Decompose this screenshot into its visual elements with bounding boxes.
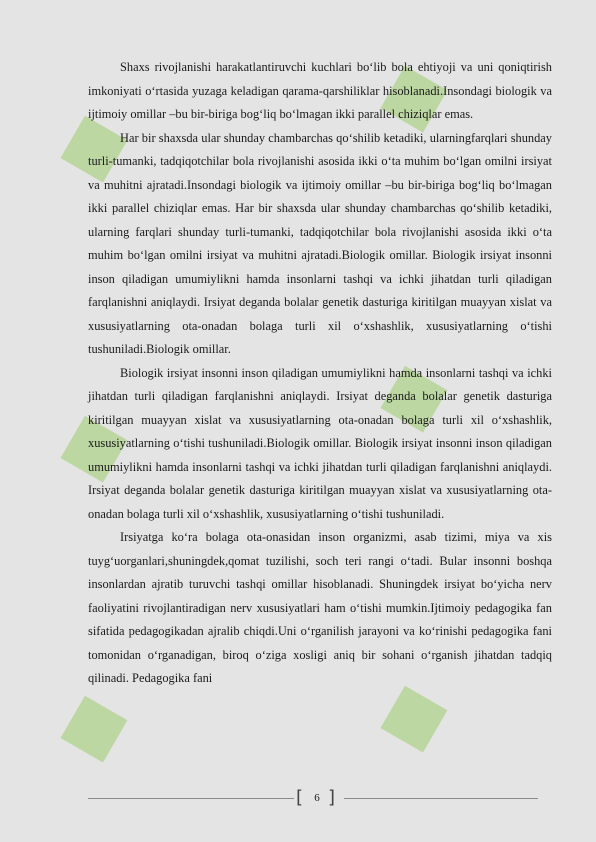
bracket-right-icon: ] bbox=[328, 787, 336, 808]
paragraph: Biologik irsiyat insonni inson qiladigan umumiylikni hamda insonlarni tashqi va ichki jihatdan turli qiladigan farqlanishni aniqlaydi. Irsiyat deganda bolalar genetik dasturiga kiritilgan muayyan xislat va xususiyatlarning ota-onadan bolaga turli xil o‘xshashlik, xususiyatlarning o‘tishi tushuniladi.Biologik omillar. Biologik irsiyat insonni inson qiladigan umumiylikni hamda insonlarni tashqi va ichki jihatdan turli qiladigan farqlanishni aniqlaydi. Irsiyat deganda bolalar genetik dasturiga kiritilgan muayyan xislat va xususiyatlarning ota-onadan bolaga turli xil o‘xshashlik, xususiyatlarning o‘tishi tushuniladi. bbox=[88, 365, 552, 521]
footer-rule-left bbox=[88, 798, 294, 799]
watermark: ■ bbox=[363, 352, 458, 442]
footer-rule-right bbox=[344, 798, 538, 799]
page-footer bbox=[88, 786, 538, 810]
paragraph: Har bir shaxsda ular shunday chambarchas qo‘shilib ketadiki, ularningfarqlari shunday turli-tumanki, tadqiqotchilar bola rivojlanishi asosida ikki o‘ta muhim bo‘lgan omilni irsiyat va muhitni ajratadi.Insondagi biologik va ijtimoiy omillar –bu bir-biriga bog‘liq bo‘lmagan ikki parallel chiziqlar emas. Har bir shaxsda ular shunday chambarchas qo‘shilib ketadiki, ularning farqlari shunday turli-tumanki, tadqiqotchilar bola rivojlanishi asosida ikki o‘ta muhim bo‘lgan omilni irsiyat va muhitni ajratadi.Biologik omillar. Biologik irsiyat insonni inson qiladigan umumiylikni hamda insonlarni tashqi va ichki jihatdan turli qiladigan farqlanishni aniqlaydi. Irsiyat deganda bolalar genetik dasturiga kiritilgan muayyan xislat va xususiyatlarning ota-onadan bolaga turli xil o‘xshashlik, xususiyatlarning o‘tishi tushuniladi.Biologik omillar. bbox=[88, 130, 552, 356]
watermark: ■ bbox=[43, 402, 138, 492]
watermark: ■ bbox=[43, 682, 138, 772]
watermark: ■ bbox=[363, 52, 458, 142]
page-number: 6 bbox=[314, 792, 320, 804]
paragraph: Irsiyatga ko‘ra bolaga ota-onasidan inson organizmi, asab tizimi, miya va xis tuyg‘uorganlari,shuningdek,qomat tuzilishi, soch teri rangi o‘tadi. Bular insonni boshqa insonlardan ajratib turuvchi tashqi omillar hisoblanadi. Shuningdek irsiyat bo‘yicha nerv faoliyatini rivojlantiradigan nerv xususiyatlari ham o‘tishi mumkin.Ijtimoiy pedagogika fan sifatida pedagogikadan ajralib chiqdi.Uni o‘rganilish jarayoni va ko‘rinishi pedagogika fani tomonidan o‘rganadigan, biroq o‘ziga xosligi aniq bir sohani o‘rganish jihatdan tadqiq qilinadi. Pedagogika fani bbox=[88, 530, 552, 685]
body-text bbox=[88, 56, 552, 691]
bracket-left-icon: [ bbox=[296, 787, 304, 808]
paragraph: Shaxs rivojlanishi harakatlantiruvchi kuchlari bo‘lib bola ehtiyoji va uni qoniqtirish imkoniyati o‘rtasida yuzaga keladigan qarama-qarshiliklar hisoblanadi.Insondagi biologik va ijtimoiy omillar –bu bir-biriga bog‘liq bo‘lmagan ikki parallel chiziqlar emas. bbox=[88, 60, 552, 121]
watermark: ■ bbox=[43, 102, 138, 192]
watermark: ■ bbox=[363, 672, 458, 762]
